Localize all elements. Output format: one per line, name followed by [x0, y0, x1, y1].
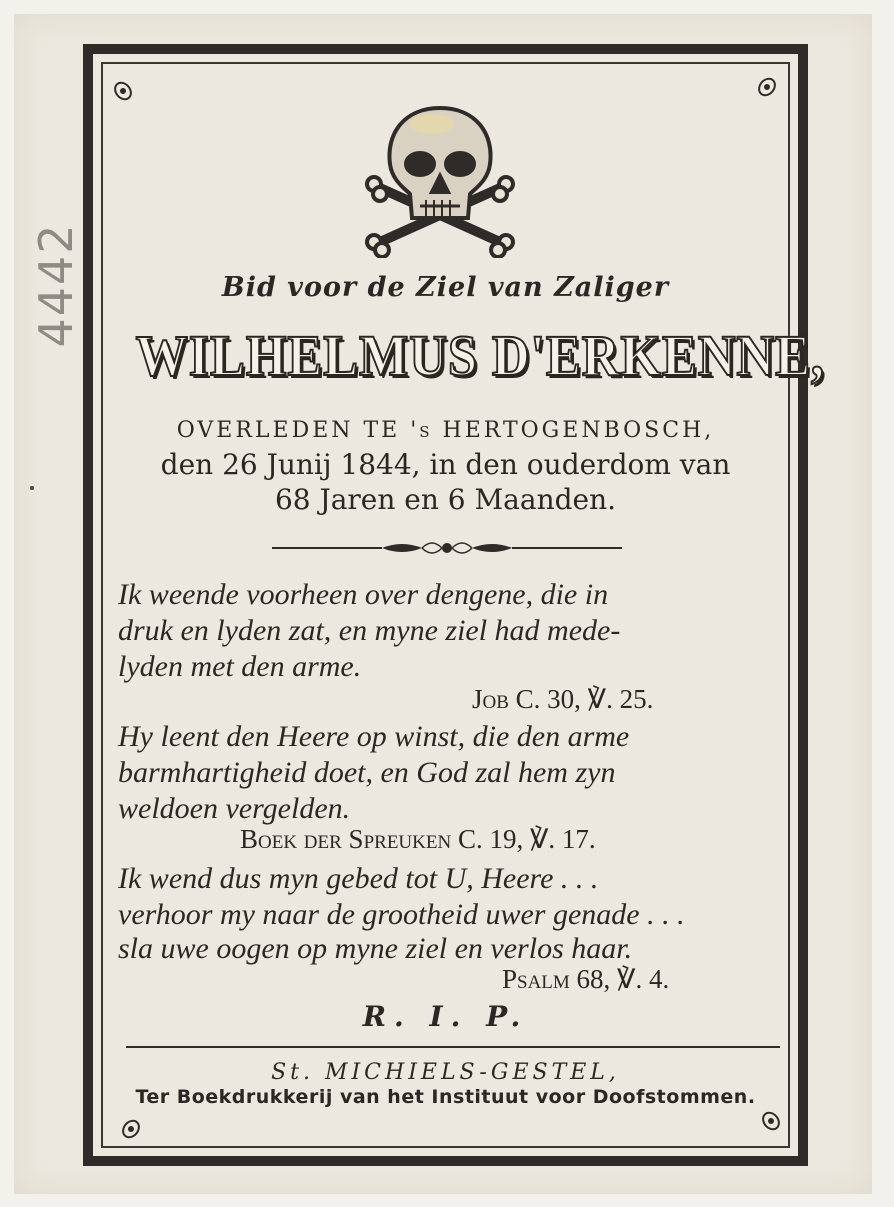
scripture-reference: Psalm 68, ℣. 4. — [502, 964, 670, 994]
corner-ornament-icon — [110, 78, 136, 104]
printer-line: Ter Boekdrukkerij van het Instituut voor Doofstommen. — [135, 1086, 756, 1108]
verse-line: sla uwe oogen op myne ziel en verlos haar. — [118, 932, 633, 965]
verse-line: weldoen vergelden. — [118, 792, 351, 825]
verse-line: Ik wend dus myn gebed tot U, Heere . . . — [118, 862, 599, 895]
ornamental-divider-icon — [272, 536, 622, 560]
printing-place: St. MICHIELS-GESTEL, — [271, 1060, 620, 1085]
corner-ornament-icon — [754, 74, 780, 100]
death-place-line: OVERLEDEN TE 's HERTOGENBOSCH, — [176, 418, 715, 443]
corner-ornament-icon — [758, 1108, 784, 1134]
prayer-heading: Bid voor de Ziel van Zaliger — [221, 272, 670, 303]
deceased-name: WILHELMUS D'ERKENNE, — [135, 323, 825, 388]
rip-line: R. I. P. — [362, 1000, 529, 1033]
death-date-line: den 26 Junij 1844, in den ouderdom van — [160, 448, 731, 481]
verse-line: lyden met den arme. — [118, 650, 362, 683]
ink-speck — [30, 486, 34, 490]
scripture-reference: Boek der Spreuken C. 19, ℣. 17. — [240, 824, 596, 854]
age-line: 68 Jaren en 6 Maanden. — [274, 483, 617, 516]
verse-line: barmhartigheid doet, en God zal hem zyn — [118, 756, 616, 789]
verse-line: verhoor my naar de grootheid uwer genade . . . — [118, 898, 685, 931]
verse-line: druk en lyden zat, en myne ziel had mede- — [118, 614, 621, 647]
footer-rule — [126, 1046, 780, 1048]
verse-line: Ik weende voorheen over dengene, die in — [118, 578, 609, 611]
skull-crossbones-icon — [362, 102, 518, 258]
scripture-reference: Job C. 30, ℣. 25. — [472, 684, 654, 714]
corner-ornament-icon — [118, 1116, 144, 1142]
pencil-mark-text: 4442 — [29, 222, 83, 348]
verse-line: Hy leent den Heere op winst, die den arme — [118, 720, 630, 753]
